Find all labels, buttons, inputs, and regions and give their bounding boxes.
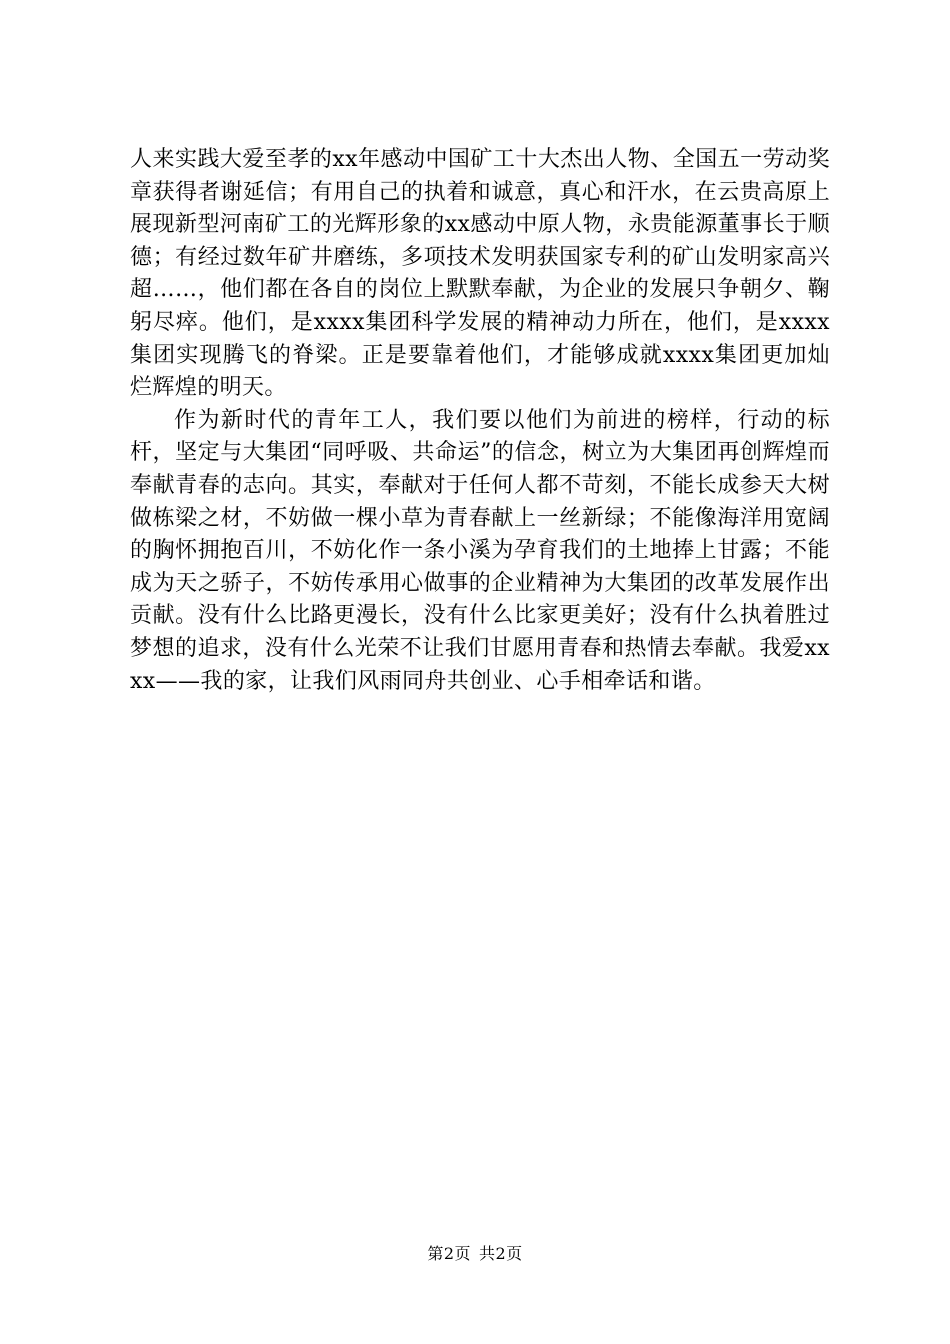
body-text [130, 144, 830, 698]
page-number: 第2页 [427, 1244, 471, 1263]
page-footer [0, 1244, 950, 1264]
paragraph-continuation: 人来实践大爱至孝的xx年感动中国矿工十大杰出人物、全国五一劳动奖章获得者谢延信；有用自己的执着和诚意，真心和汗水，在云贵高原上展现新型河南矿工的光辉形象的xx感动中原人物，永贵能源董事长于顺德；有经过数年矿井磨练，多项技术发明获国家专利的矿山发明家高兴超……，他们都在各自的岗位上默默奉献，为企业的发展只争朝夕、鞠躬尽瘁。他们，是xxxx集团科学发展的精神动力所在，他们，是xxxx集团实现腾飞的脊梁。正是要靠着他们，才能够成就xxxx集团更加灿烂辉煌的明天。 [130, 147, 830, 401]
paragraph-youth-workers: 作为新时代的青年工人，我们要以他们为前进的榜样，行动的标杆，坚定与大集团“同呼吸、共命运”的信念，树立为大集团再创辉煌而奉献青春的志向。其实，奉献对于任何人都不苛刻，不能长成参天大树做栋梁之材，不妨做一棵小草为青春献上一丝新绿；不能像海洋用宽阔的胸怀拥抱百川，不妨化作一条小溪为孕育我们的土地捧上甘露；不能成为天之骄子，不妨传承用心做事的企业精神为大集团的改革发展作出贡献。没有什么比路更漫长，没有什么比家更美好；没有什么执着胜过梦想的追求，没有什么光荣不让我们甘愿用青春和热情去奉献。我爱xxxx——我的家，让我们风雨同舟共创业、心手相牵话和谐。 [130, 407, 830, 694]
page-total: 共2页 [479, 1244, 523, 1263]
